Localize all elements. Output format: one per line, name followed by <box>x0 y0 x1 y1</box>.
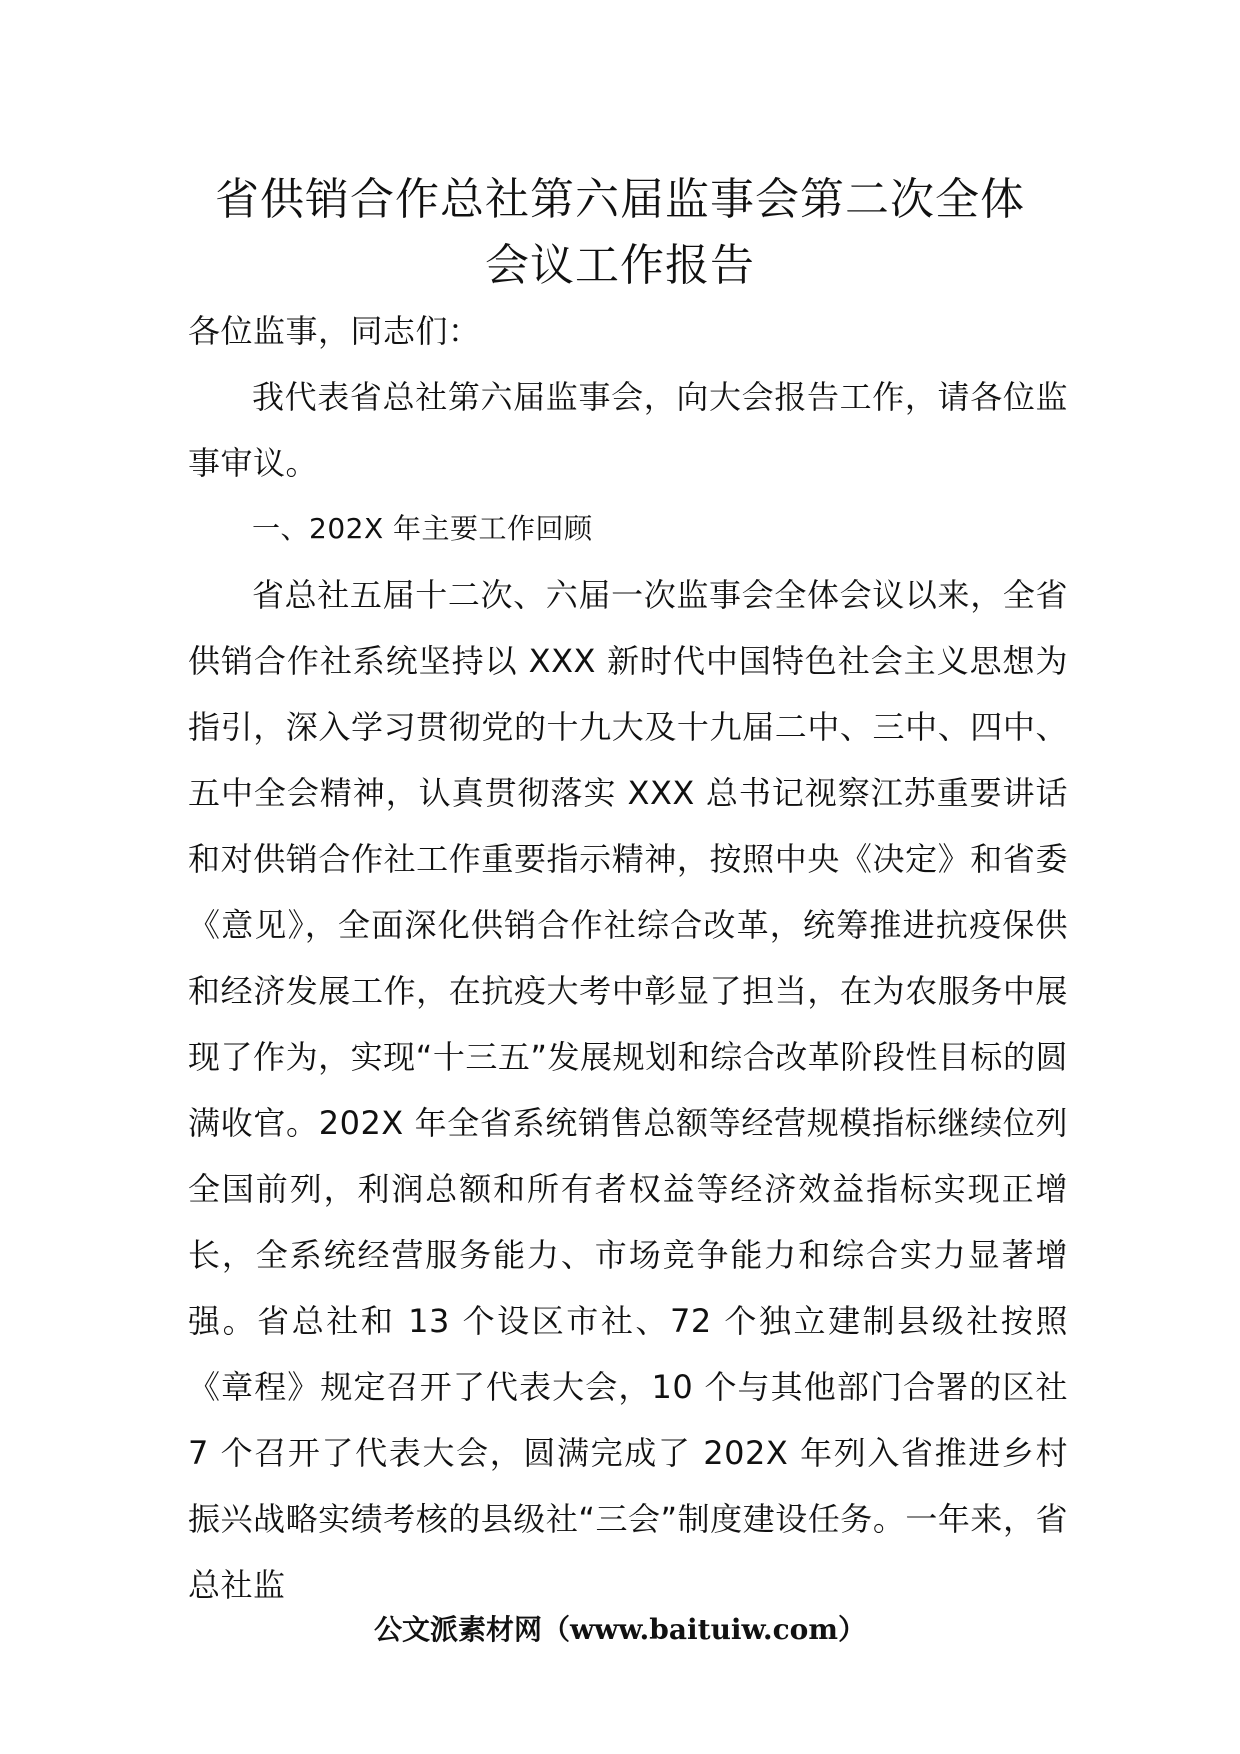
intro-paragraph: 我代表省总社第六届监事会，向大会报告工作，请各位监事审议。 <box>188 378 1068 482</box>
document-title-line-1: 省供销合作总社第六届监事会第二次全体 <box>215 174 1025 225</box>
section-body-paragraph: 省总社五届十二次、六届一次监事会全体会议以来，全省供销合作社系统坚持以 XXX 新时代中国特色社会主义思想为指引，深入学习贯彻党的十九大及十九届二中、三中、四中、五中全会精神，认真贯彻落实 XXX 总书记视察江苏重要讲话和对供销合作社工作重要指示精神，按照中央《决定》和省委《意见》，全面深化供销合作社综合改革，统筹推进抗疫保供和经济发展工作，在抗疫大考中彰显了担当，在为农服务中展现了作为，实现“十三五”发展规划和综合改革阶段性目标的圆满收官。202X 年全省系统销售总额等经营规模指标继续位列全国前列，利润总额和所有者权益等经济效益指标实现正增长，全系统经营服务能力、市场竞争能力和综合实力显著增强。省总社和 13 个设区市社、72 个独立建制县级社按照《章程》规定召开了代表大会，10 个与其他部门合署的区社 7 个召开了代表大会，圆满完成了 202X 年列入省推进乡村振兴战略实绩考核的县级社“三会”制度建设任务。一年来，省总社监 <box>188 576 1068 1604</box>
section-heading: 一、202X 年主要工作回顾 <box>252 512 593 545</box>
greeting-paragraph: 各位监事，同志们： <box>188 312 481 350</box>
footer-watermark: 公文派素材网（www.baituiw.com） <box>374 1613 866 1646</box>
document-body <box>188 298 1068 1618</box>
document-title-line-2: 会议工作报告 <box>485 240 755 291</box>
